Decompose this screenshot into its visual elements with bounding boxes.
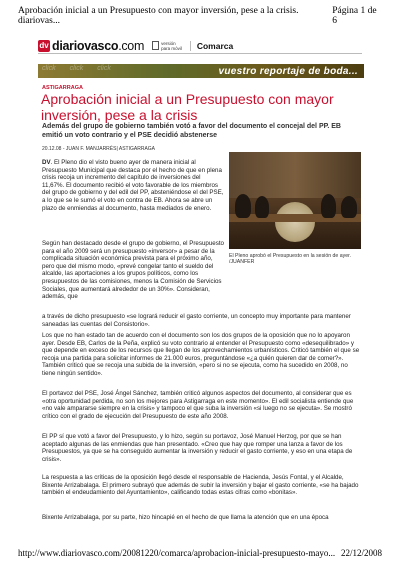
print-header-title: Aprobación inicial a un Presupuesto con mayor inversión, pese a la crisis. diariovas... [18, 6, 299, 26]
paragraph-1: DV. El Pleno dio el visto bueno ayer de manera inicial al Presupuesto Municipal que destaca por el hecho de que en plena crisis recoja un incremento del capítulo de inversiones del 11,67%. El documento recibió el voto favorable de los miembros del grupo de gobierno y del edil del PP, absteniéndose el del PSE, a lo que se le sumó el voto en contra de EB. Ahora se abre un plazo de enmiendas al documento, hasta mediados de enero. [42, 159, 224, 212]
masthead [38, 38, 362, 54]
paragraph-3: Los que no han estado tan de acuerdo con el documento son los dos grupos de la oposición que no lo apoyaron ayer. Desde EB, Carlos de la Peña, explicó su voto contrario al entender el Presupuesto como «desequilibrado» y que depende en exceso de los recursos que llegan de los aprovechamientos urbanísticos. Criticó también el que se recoja una partida para solicitar informes de 21.000 euros, preguntándose «¿a quién quieren dar de comer?». También criticó que se recoja una subida de la inversión, «pero si no se ejecuta, como ha sucedido en 2008, no tiene ningún sentido». [42, 332, 360, 377]
print-header-page: Página 1 de 6 [332, 6, 377, 26]
print-footer [18, 548, 382, 558]
logo-name: diariovasco [52, 38, 119, 53]
logo-badge[interactable]: dv [39, 41, 49, 50]
banner-text: vuestro reportaje de boda... [218, 65, 358, 77]
site-logo[interactable] [52, 39, 144, 53]
section-label[interactable]: ASTIGARRAGA [42, 85, 83, 91]
paragraph-6: La respuesta a las críticas de la oposición llegó desde el responsable de Hacienda, Jesús Fontal, y el Alcalde, Bixente Arrizabalaga. El primero subrayó que además de subir la inversión y bajar el gasto corriente, «se ha bajado también el endeudamiento del Ayuntamiento», calificando todas estas cifras como «bonitas». [42, 474, 359, 497]
print-header [18, 6, 382, 26]
mobile-line1: versión [161, 40, 176, 46]
paragraph-5: El PP sí que votó a favor del Presupuesto, y lo hizo, según su portavoz, José Manuel Herzog, por que se han aceptado algunas de las enmiendas que han presentado. «Creo que hay que romper una lanza a favor de los Presupuestos, ya que se ha conseguido aumentar la inversión y reducir el gasto corriente, y eso en una etapa de crisis». [42, 433, 353, 463]
paragraph-7: Bixente Arrizabalaga, por su parte, hizo hincapié en el hecho de que llama la atención que en una época [42, 514, 329, 521]
mobile-version-link[interactable] [152, 41, 182, 51]
paragraph-4: El portavoz del PSE, José Ángel Sánchez, también criticó algunos aspectos del documento, al considerar que es «otra oportunidad perdida, no son los mejores para Astigarraga en este momento». El edil socialista entiende que «no vale ampararse siempre en la crisis» y tampoco el que suba la inversión «si luego no se ejecuta». Se mostró crítico con el grado de ejecución del Presupuesto de este año 2008. [42, 390, 354, 420]
mobile-phone-icon [152, 41, 159, 50]
section-tag[interactable]: Comarca [190, 41, 233, 51]
photo-caption: El Pleno aprobó el Presupuesto en la sesión de ayer. /JUANFER [229, 253, 351, 266]
article-headline: Aprobación inicial a un Presupuesto con mayor inversión, pese a la crisis [41, 91, 334, 123]
ad-banner[interactable] [38, 64, 364, 78]
paragraph-lead: DV [42, 159, 51, 166]
paragraph-2: Según han destacado desde el grupo de gobierno, el Presupuesto para el año 2009 será un presupuesto «inversor» a pesar de la complicada situación económica prevista para el próximo año, pero que del mismo modo, «prevé congelar tanto el sueldo del alcalde, las aportaciones a los grupos políticos, como los presupuestos de las comisiones, menos la Comisión de Servicios Sociales, que aumentará alrededor de un 30%». Consideran, además, que [42, 240, 224, 301]
coat-of-arms-seal [275, 202, 315, 242]
article-subhead: Además del grupo de gobierno también votó a favor del documento el concejal del PP. EB emitió un voto contrario y el PSE decidió abstenerse [42, 123, 341, 139]
article-byline: 20.12.08 - JUAN F. MANJARRÉS| ASTIGARRAGA [42, 146, 155, 152]
print-footer-date: 22/12/2008 [340, 548, 382, 558]
logo-tld: .com [118, 38, 145, 53]
article-photo[interactable] [229, 152, 361, 249]
banner-decoration: click click click [42, 65, 111, 72]
print-footer-url: http://www.diariovasco.com/20081220/comarca/aprobacion-inicial-presupuesto-mayo... [18, 548, 336, 558]
mobile-line2: para móvil [161, 45, 182, 51]
paragraph-2-continued: a través de dicho presupuesto «se logrará reducir el gasto corriente, un concepto muy importante para mantener saneadas las cuentas del Consistorio». [42, 313, 351, 328]
